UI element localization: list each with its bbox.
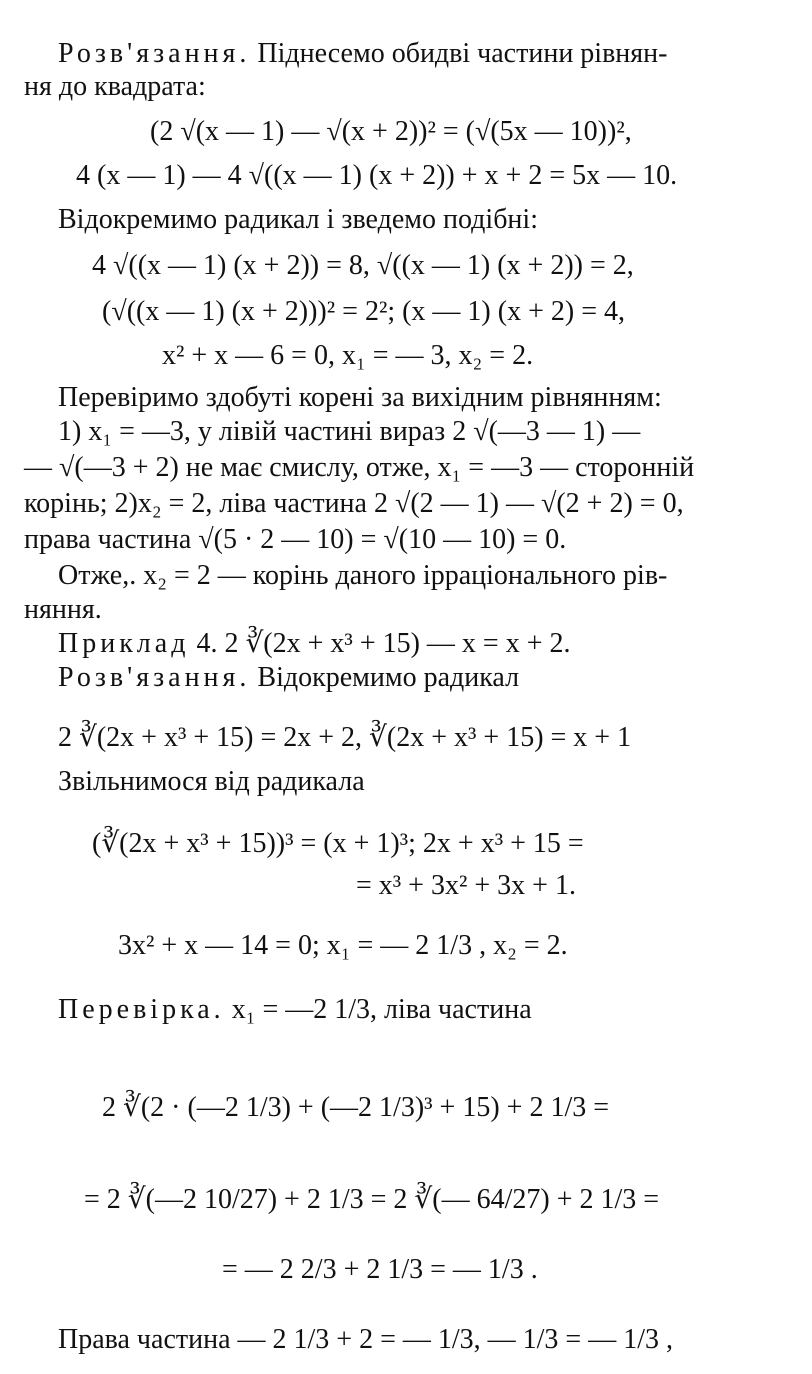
- equation-8: [356, 872, 576, 900]
- line-text: Отже,. x₂ = 2 — корінь даного ірраціонального рів-: [58, 560, 668, 591]
- solution-heading: Розв'язання.: [58, 662, 251, 693]
- text-line-check-1: [58, 418, 640, 446]
- equation-2: [76, 162, 677, 190]
- line-text: Відокремимо радикал і зведемо подібні:: [58, 204, 538, 235]
- equation-10: [102, 1094, 609, 1122]
- line-text: права частина √(5 · 2 — 10) = √(10 — 10) = 0.: [24, 524, 567, 555]
- equation-text: (2 √(x — 1) — √(x + 2))² = (√(5x — 10))²,: [150, 116, 632, 147]
- equation-text: 4 √((x — 1) (x + 2)) = 8, √((x — 1) (x + 2)) = 2,: [92, 250, 634, 281]
- line-text: Піднесемо обидві частини рівнян-: [250, 38, 668, 69]
- line-text: корінь; 2)x₂ = 2, ліва частина 2 √(2 — 1) — √(2 + 2) = 0,: [24, 488, 684, 519]
- text-line-check-2: [24, 454, 694, 482]
- equation-text: (∛(2x + x³ + 15))³ = (x + 1)³; 2x + x³ + 15 =: [92, 828, 584, 859]
- equation-text: (√((x — 1) (x + 2)))² = 2²; (x — 1) (x + 2) = 4,: [102, 296, 625, 327]
- text-line-conclusion: [58, 562, 667, 590]
- equation-text: x² + x — 6 = 0, x₁ = — 3, x₂ = 2.: [162, 340, 534, 371]
- verification-heading: Перевірка.: [58, 994, 225, 1025]
- line-text: — √(—3 + 2) не має смислу, отже, x₁ = —3 — сторонній: [24, 452, 695, 483]
- line-text: ня до квадрата:: [24, 71, 206, 102]
- line-text: Перевіримо здобуті корені за вихідним рівнянням:: [58, 382, 662, 413]
- equation-text: 3x² + x — 14 = 0; x₁ = — 2 1/3 , x₂ = 2.: [118, 930, 568, 961]
- text-line-isolate: [58, 206, 538, 234]
- text-line-check-3: [24, 490, 684, 518]
- text-line-check: [58, 384, 662, 412]
- line-text: 1) x₁ = —3, у лівій частині вираз 2 √(—3 — 1) —: [58, 416, 641, 447]
- example-4-line: [58, 630, 571, 658]
- line-text: Права частина — 2 1/3 + 2 = — 1/3, — 1/3 = — 1/3 ,: [58, 1324, 673, 1355]
- equation-text: 2 ∛(2x + x³ + 15) = 2x + 2, ∛(2x + x³ + 15) = x + 1: [58, 722, 632, 753]
- right-side-line: [58, 1326, 673, 1354]
- solution-line-2: [58, 664, 519, 692]
- equation-text: 2 ∛(2 · (—2 1/3) + (—2 1/3)³ + 15) + 2 1/3 =: [102, 1092, 610, 1123]
- equation-7: [92, 830, 584, 858]
- solution-heading: Розв'язання.: [58, 38, 251, 69]
- equation-6: [58, 724, 631, 752]
- line-text: Звільнимося від радикала: [58, 766, 365, 797]
- equation-4: [102, 298, 625, 326]
- solution-line-1: [58, 40, 798, 68]
- line-text: Відокремимо радикал: [250, 662, 520, 693]
- line-text: x₁ = —2 1/3, ліва частина: [224, 994, 532, 1025]
- equation-text: = 2 ∛(—2 10/27) + 2 1/3 = 2 ∛(— 64/27) + 2 1/3 =: [84, 1184, 660, 1215]
- equation-text: = x³ + 3x² + 3x + 1.: [356, 870, 576, 901]
- line-text: 4. 2 ∛(2x + x³ + 15) — x = x + 2.: [189, 628, 571, 659]
- equation-9: [118, 932, 568, 960]
- equation-11: [84, 1186, 659, 1214]
- verification-line: [58, 996, 532, 1024]
- text-line-free: [58, 768, 365, 796]
- text-line-check-4: [24, 526, 566, 554]
- equation-3: [92, 252, 634, 280]
- equation-5: [162, 342, 533, 370]
- equation-text: 4 (x — 1) — 4 √((x — 1) (x + 2)) + x + 2 = 5x — 10.: [76, 160, 678, 191]
- example-heading: Приклад: [58, 628, 190, 659]
- text-line-2: [24, 73, 206, 101]
- equation-1: [150, 118, 632, 146]
- text-line-conclusion-2: [24, 596, 102, 624]
- equation-text: = — 2 2/3 + 2 1/3 = — 1/3 .: [222, 1254, 538, 1285]
- equation-12: [222, 1256, 538, 1284]
- line-text: няння.: [24, 594, 102, 625]
